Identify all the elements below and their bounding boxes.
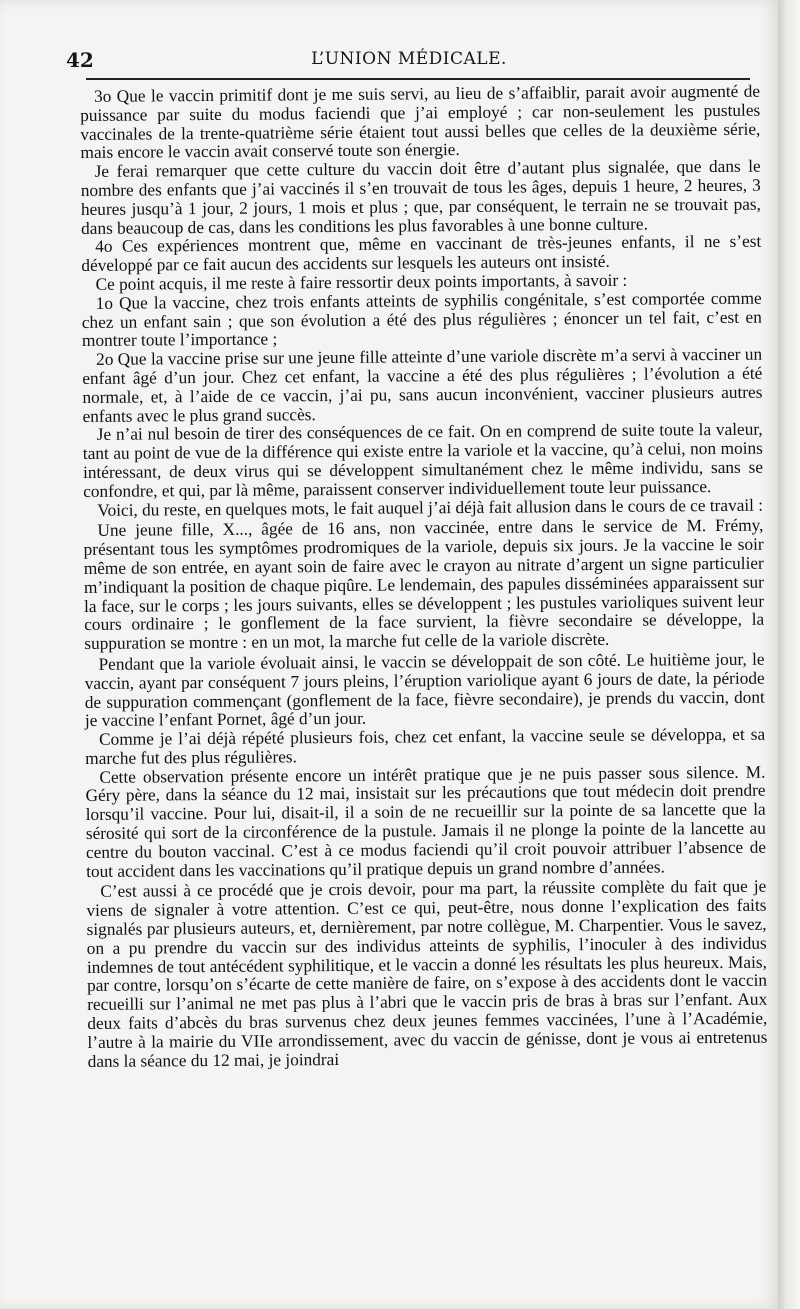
paragraph: Cette observation présente encore un intérêt pratique que je ne puis passer sous silence. M. Géry père, dans la séance du 12 mai, insistait sur les précautions que tout médecin doit prendre lorsqu’il vaccine. Pour lui, disait-il, il a soin de ne recueillir sur la pointe de sa lancette que la sérosité qui sort de la circonférence de la pustule. Jamais il ne plonge la pointe de la lancette au centre du bouton vaccinal. C’est à ce modus faciendi qu’il croit pouvoir attribuer l’absence de tout accident dans les vaccinations qu’il pratique depuis un grand nombre d’années. xyxy=(85,762,767,881)
paragraph: Je ferai remarquer que cette culture du vaccin doit être d’autant plus signalée, que dans le nombre des enfants que j’ai vaccinés il s’en trouvait de tous les âges, depuis 1 heure, 2 heures, 3 heures jusqu’à 1 jour, 2 jours, 1 mois et plus ; que, par conséquent, le terrain ne se trouvait pas, dans beaucoup de cas, dans les conditions les plus favorables à une bonne culture. xyxy=(80,156,762,238)
header-rule xyxy=(86,78,750,80)
paragraph: Ce point acquis, il me reste à faire ressortir deux points importants, à savoir : xyxy=(95,270,628,294)
page-edge xyxy=(778,0,800,1309)
page-header xyxy=(66,48,752,74)
paragraph: Voici, du reste, en quelques mots, le fait auquel j’ai déjà fait allusion dans le cours de ce travail : xyxy=(97,495,764,520)
paragraph: Je n’ai nul besoin de tirer des conséquences de ce fait. On en comprend de suite toute la valeur, tant au point de vue de la différence qui existe entre la variole et la vaccine, qu’à celui, non moins intéressant, de deux virus qui se développent simultanément chez le même individu, sans se confondre, et qui, par là même, paraissent conserver individuellement toute leur puissance. xyxy=(82,419,764,501)
body-text xyxy=(80,83,768,1072)
page-number: 42 xyxy=(66,48,94,72)
paragraph: 2o Que la vaccine prise sur une jeune fille atteinte d’une variole discrète m’a servi à vacciner un enfant âgé d’un jour. Chez cet enfant, la vaccine a été des plus régulières ; l’évolution a été normale, et, à l’aide de ce vaccin, j’ai pu, sans aucun inconvénient, vacciner plusieurs autres enfants avec le plus grand succès. xyxy=(82,344,763,426)
paragraph: Pendant que la variole évoluait ainsi, le vaccin se développait de son côté. Le huitième jour, le vaccin, ayant par conséquent 7 jours pleins, l’éruption variolique ayant 6 jours de date, la période de suppuration commençant (gonflement de la face, fièvre secondaire), je prends du vaccin, dont je vaccine l’enfant Pornet, âgé d’un jour. xyxy=(84,649,765,731)
paragraph: C’est aussi à ce procédé que je crois devoir, pour ma part, la réussite complète du fait que je viens de signaler à votre attention. C’est ce qui, peut-être, nous donne l’explication des faits signalés par plusieurs auteurs, et, dernièrement, par notre collègue, M. Charpentier. Vous le savez, on a pu prendre du vaccin sur des individus atteints de syphilis, l’inoculer à des individus indemnes de tout antécédent syphilitique, et le vaccin a donné les résultats les plus heureux. Mais, par contre, lorsqu’on s’écarte de cette manière de faire, on s’expose à des accidents dont le vaccin recueilli sur l’animal ne met pas plus à l’abri que le vaccin pris de bras à bras sur l’enfant. Aux deux faits d’abcès du bras survenus chez deux jeunes femmes vaccinées, l’une à l’Académie, l’autre à la mairie du VIIe arrondissement, avec du vaccin de génisse, dont je vous ai entretenus dans la séance du 12 mai, je joindrai xyxy=(86,877,768,1071)
paragraph: 1o Que la vaccine, chez trois enfants atteints de syphilis congénitale, s’est comportée comme chez un enfant sain ; que son évolution a été des plus régulières ; énoncer un tel fait, c’est en montrer toute l’importance ; xyxy=(81,288,762,351)
paragraph: Comme je l’ai déjà répété plusieurs fois, chez cet enfant, la vaccine seule se développa, et sa marche fut des plus régulières. xyxy=(85,724,766,768)
paragraph: 4o Ces expériences montrent que, même en vaccinant de très-jeunes enfants, il ne s’est développé par ce fait aucun des accidents sur lesquels les auteurs ont insisté. xyxy=(81,232,762,276)
paragraph: Une jeune fille, X..., âgée de 16 ans, non vaccinée, entre dans le service de M. Frémy, présentant tous les symptômes prodromiques de la variole, depuis six jours. Je la vaccine le soir même de son entrée, en ayant soin de faire avec le crayon au nitrate d’argent un signe particulier m’indiquant la position de chaque piqûre. Le lendemain, des papules disséminées apparaissent sur la face, sur le corps ; les jours suivants, elles se développent ; les pustules varioliques suivent leur cours ordinaire ; le gonflement de la face survient, la fièvre secondaire se développe, la suppuration se montre : en un mot, la marche fut celle de la variole discrète. xyxy=(83,515,765,654)
running-title: L’UNION MÉDICALE. xyxy=(311,49,507,69)
paragraph: 3o Que le vaccin primitif dont je me suis servi, au lieu de s’affaiblir, parait avoir augmenté de puissance par suite du modus faciendi que j’ai employé ; car non-seulement les pustules vaccinales de la trente-quatrième série étaient tout aussi belles que celles de la deuxième série, mais encore le vaccin avait conservé toute son énergie. xyxy=(80,81,761,163)
